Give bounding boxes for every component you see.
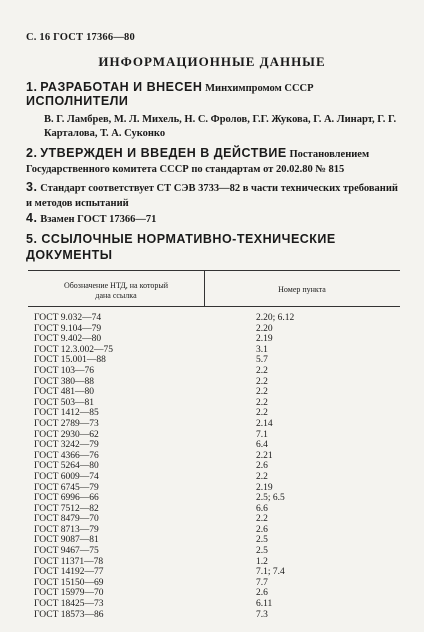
standard-designation: ГОСТ 9.032—74: [34, 313, 102, 323]
clause-number: 2.2: [256, 471, 268, 482]
standard-designation: ГОСТ 103—76: [34, 365, 94, 376]
table-row: [34, 440, 404, 451]
standard-designation: ГОСТ 6009—74: [34, 471, 99, 482]
standard-designation: ГОСТ 8713—79: [34, 524, 99, 535]
standard-designation: ГОСТ 503—81: [34, 397, 94, 408]
standard-designation: ГОСТ 15.001—88: [34, 355, 106, 366]
table-row: [34, 419, 404, 430]
clause-number: 2.2: [256, 408, 268, 419]
section-4-number: 4.: [26, 211, 38, 225]
standard-designation: ГОСТ 380—88: [34, 376, 94, 387]
table-body: [34, 313, 404, 620]
clause-number: 7.3: [256, 609, 268, 620]
standard-designation: ГОСТ 9.104—79: [34, 323, 102, 334]
standard-designation: ГОСТ 9087—81: [34, 535, 99, 546]
section-2: [26, 146, 398, 177]
table-row: [34, 557, 404, 568]
clause-number: 2.5: [256, 546, 268, 557]
col1-header-line1: Обозначение НТД, на который: [63, 281, 169, 290]
table-row: [34, 366, 404, 377]
clause-number: 2.2: [256, 376, 268, 387]
standard-designation: ГОСТ 9.402—80: [34, 334, 102, 345]
standard-designation: ГОСТ 4366—76: [34, 450, 99, 461]
clause-number: 6.11: [256, 599, 273, 610]
table-row: [34, 430, 404, 441]
clause-number: 2.2: [256, 387, 268, 398]
table-row: [34, 504, 404, 515]
standard-designation: ГОСТ 8479—70: [34, 514, 99, 525]
clause-number: 2.2: [256, 397, 268, 408]
table-row: [34, 599, 404, 610]
table-row: [34, 610, 404, 621]
standard-designation: ГОСТ 15979—70: [34, 588, 104, 599]
table-row: [34, 398, 404, 409]
clause-number: 2.2: [256, 514, 268, 525]
clause-number: 1.2: [256, 556, 268, 567]
standard-designation: ГОСТ 15150—69: [34, 577, 104, 588]
section-5-heading: ССЫЛОЧНЫЕ НОРМАТИВНО-ТЕХНИЧЕСКИЕ ДОКУМЕНТЫ: [26, 232, 336, 262]
standard-designation: ГОСТ 14192—77: [34, 567, 104, 578]
page-header: С. 16 ГОСТ 17366—80: [26, 32, 135, 43]
section-3: [26, 180, 398, 211]
standard-designation: ГОСТ 3242—79: [34, 440, 99, 451]
table-row: [34, 483, 404, 494]
standard-designation: ГОСТ 2930—62: [34, 429, 99, 440]
executors-heading: ИСПОЛНИТЕЛИ: [26, 94, 129, 108]
standard-designation: ГОСТ 12.3.002—75: [34, 344, 113, 355]
executors-list: В. Г. Ламбрев, М. Л. Михель, Н. С. Фролов, Г.Г. Жукова, Г. А. Линарт, Г. Г. Карталова, Т. А. Суконко: [44, 114, 397, 139]
section-3-text: Стандарт соответствует СТ СЭВ 3733—82 в части технических требований и методов испытаний: [26, 183, 398, 209]
section-2-text: Постановлением Государственного комитета СССР по стандартам от 20.02.80 № 815: [26, 149, 370, 175]
table-row: [34, 408, 404, 419]
section-1-heading: РАЗРАБОТАН И ВНЕСЕН: [40, 80, 203, 94]
table-row: [34, 334, 404, 345]
section-5-number: 5.: [26, 232, 38, 246]
clause-number: 2.2: [256, 365, 268, 376]
section-5: [26, 232, 398, 264]
table-row: [34, 578, 404, 589]
section-1-number: 1.: [26, 80, 38, 94]
table-col2-header: Номер пункта: [278, 285, 326, 294]
standard-designation: ГОСТ 7512—82: [34, 503, 99, 514]
table-row: [34, 588, 404, 599]
table-row: [34, 313, 404, 324]
standard-designation: ГОСТ 6745—79: [34, 482, 99, 493]
section-2-heading: УТВЕРЖДЕН И ВВЕДЕН В ДЕЙСТВИЕ: [40, 146, 287, 160]
clause-number: 2.21: [256, 450, 273, 461]
clause-number: 6.6: [256, 503, 268, 514]
standard-designation: ГОСТ 481—80: [34, 387, 94, 398]
clause-number: 2.14: [256, 418, 273, 429]
clause-number: 2.6: [256, 524, 268, 535]
standard-designation: ГОСТ 1412—85: [34, 408, 99, 419]
clause-number: 7.1: [256, 429, 268, 440]
clause-number: 2.6: [256, 588, 268, 599]
table-row: [34, 493, 404, 504]
document-title: ИНФОРМАЦИОННЫЕ ДАННЫЕ: [98, 54, 326, 69]
clause-number: 2.5: [256, 535, 268, 546]
standard-designation: ГОСТ 5264—80: [34, 461, 99, 472]
table-row: [34, 345, 404, 356]
standard-designation: ГОСТ 6996—66: [34, 493, 99, 504]
table-row: [34, 377, 404, 388]
standard-designation: ГОСТ 18573—86: [34, 609, 104, 620]
section-4-text: Взамен ГОСТ 17366—71: [40, 214, 157, 225]
section-4: [26, 211, 398, 227]
standard-designation: ГОСТ 2789—73: [34, 418, 99, 429]
table-col1-header: [28, 281, 204, 301]
table-row: [34, 461, 404, 472]
table-row: [34, 546, 404, 557]
table-row: [34, 525, 404, 536]
table-row: [34, 451, 404, 462]
clause-number: 2.5; 6.5: [256, 493, 285, 504]
table-row: [34, 472, 404, 483]
section-3-number: 3.: [26, 180, 38, 194]
standard-designation: ГОСТ 11371—78: [34, 556, 104, 567]
table-row: [34, 567, 404, 578]
clause-number: 7.7: [256, 577, 268, 588]
table-row: [34, 355, 404, 366]
clause-number: 7.1; 7.4: [256, 567, 285, 578]
section-2-number: 2.: [26, 146, 38, 160]
table-row: [34, 535, 404, 546]
standard-designation: ГОСТ 9467—75: [34, 546, 99, 557]
col1-header-line2: дана ссылка: [95, 291, 137, 300]
table-top-rule: [28, 270, 400, 271]
clause-number: 2.20; 6.12: [256, 313, 295, 323]
clause-number: 2.20: [256, 323, 273, 334]
clause-number: 2.19: [256, 482, 273, 493]
table-row: [34, 387, 404, 398]
clause-number: 3.1: [256, 344, 268, 355]
table-row: [34, 514, 404, 525]
clause-number: 2.19: [256, 334, 273, 345]
section-1-executors: [26, 94, 398, 109]
table-header-rule: [28, 306, 400, 307]
clause-number: 2.6: [256, 461, 268, 472]
table-row: [34, 324, 404, 335]
section-1-text: Минхимпромом СССР: [205, 83, 314, 94]
clause-number: 6.4: [256, 440, 268, 451]
standard-designation: ГОСТ 18425—73: [34, 599, 104, 610]
clause-number: 5.7: [256, 355, 268, 366]
